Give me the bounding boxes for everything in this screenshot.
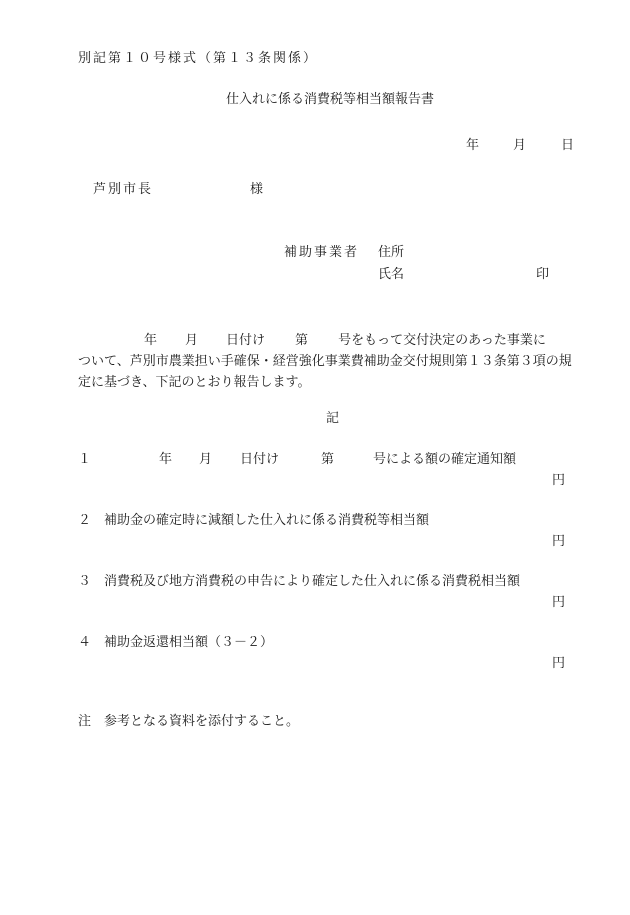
body-line-3: 定に基づき、下記のとおり報告します。 <box>78 375 311 390</box>
body-date-suffix: 日付け <box>226 333 266 348</box>
item-4-text: 補助金返還相当額（３－２） <box>104 635 274 650</box>
item-row-4 <box>78 636 598 676</box>
address-label: 住所 <box>378 245 405 260</box>
name-label: 氏名 <box>378 267 405 282</box>
item-2-text: 補助金の確定時に減額した仕入れに係る消費税等相当額 <box>104 513 430 528</box>
body-line-1 <box>78 330 592 351</box>
body-number-prefix: 第 <box>295 333 309 348</box>
item-1-date-suffix: 日付け <box>240 452 280 467</box>
ki-heading: 記 <box>326 411 340 426</box>
body-paragraph <box>78 330 592 393</box>
item-3-text: 消費税及び地方消費税の申告により確定した仕入れに係る消費税相当額 <box>104 574 521 589</box>
item-row-1 <box>78 453 598 493</box>
body-month-label: 月 <box>185 333 199 348</box>
item-number: １ <box>78 452 92 467</box>
footnote: 注 参考となる資料を添付すること。 <box>78 714 300 729</box>
item-row-3 <box>78 575 598 615</box>
applicant-label: 補助事業者 <box>284 245 360 260</box>
body-year-label: 年 <box>144 333 158 348</box>
date-day-label: 日 <box>561 138 575 153</box>
item-number: ４ <box>78 635 92 650</box>
item-2-yen-unit: 円 <box>552 534 566 549</box>
addressee-honorific: 様 <box>250 182 264 197</box>
item-number: ２ <box>78 513 92 528</box>
item-row-2 <box>78 514 598 554</box>
seal-mark: 印 <box>536 267 550 282</box>
date-month-label: 月 <box>513 138 527 153</box>
addressee-name: 芦別市長 <box>93 182 154 197</box>
item-1-yen-unit: 円 <box>552 473 566 488</box>
body-line-1-rest: 号をもって交付決定のあった事業に <box>338 333 546 348</box>
item-4-yen-unit: 円 <box>552 656 566 671</box>
form-label: 別記第１０号様式（第１３条関係） <box>78 51 319 66</box>
item-3-yen-unit: 円 <box>552 595 566 610</box>
item-number: ３ <box>78 574 92 589</box>
item-1-month-label: 月 <box>199 452 213 467</box>
item-1-year-label: 年 <box>159 452 173 467</box>
item-1-text: 号による額の確定通知額 <box>373 452 517 467</box>
date-year-label: 年 <box>466 138 480 153</box>
body-line-2: ついて、芦別市農業担い手確保・経営強化事業費補助金交付規則第１３条第３項の規 <box>78 354 572 369</box>
document-title: 仕入れに係る消費税等相当額報告書 <box>226 92 435 107</box>
item-1-number-prefix: 第 <box>321 452 335 467</box>
